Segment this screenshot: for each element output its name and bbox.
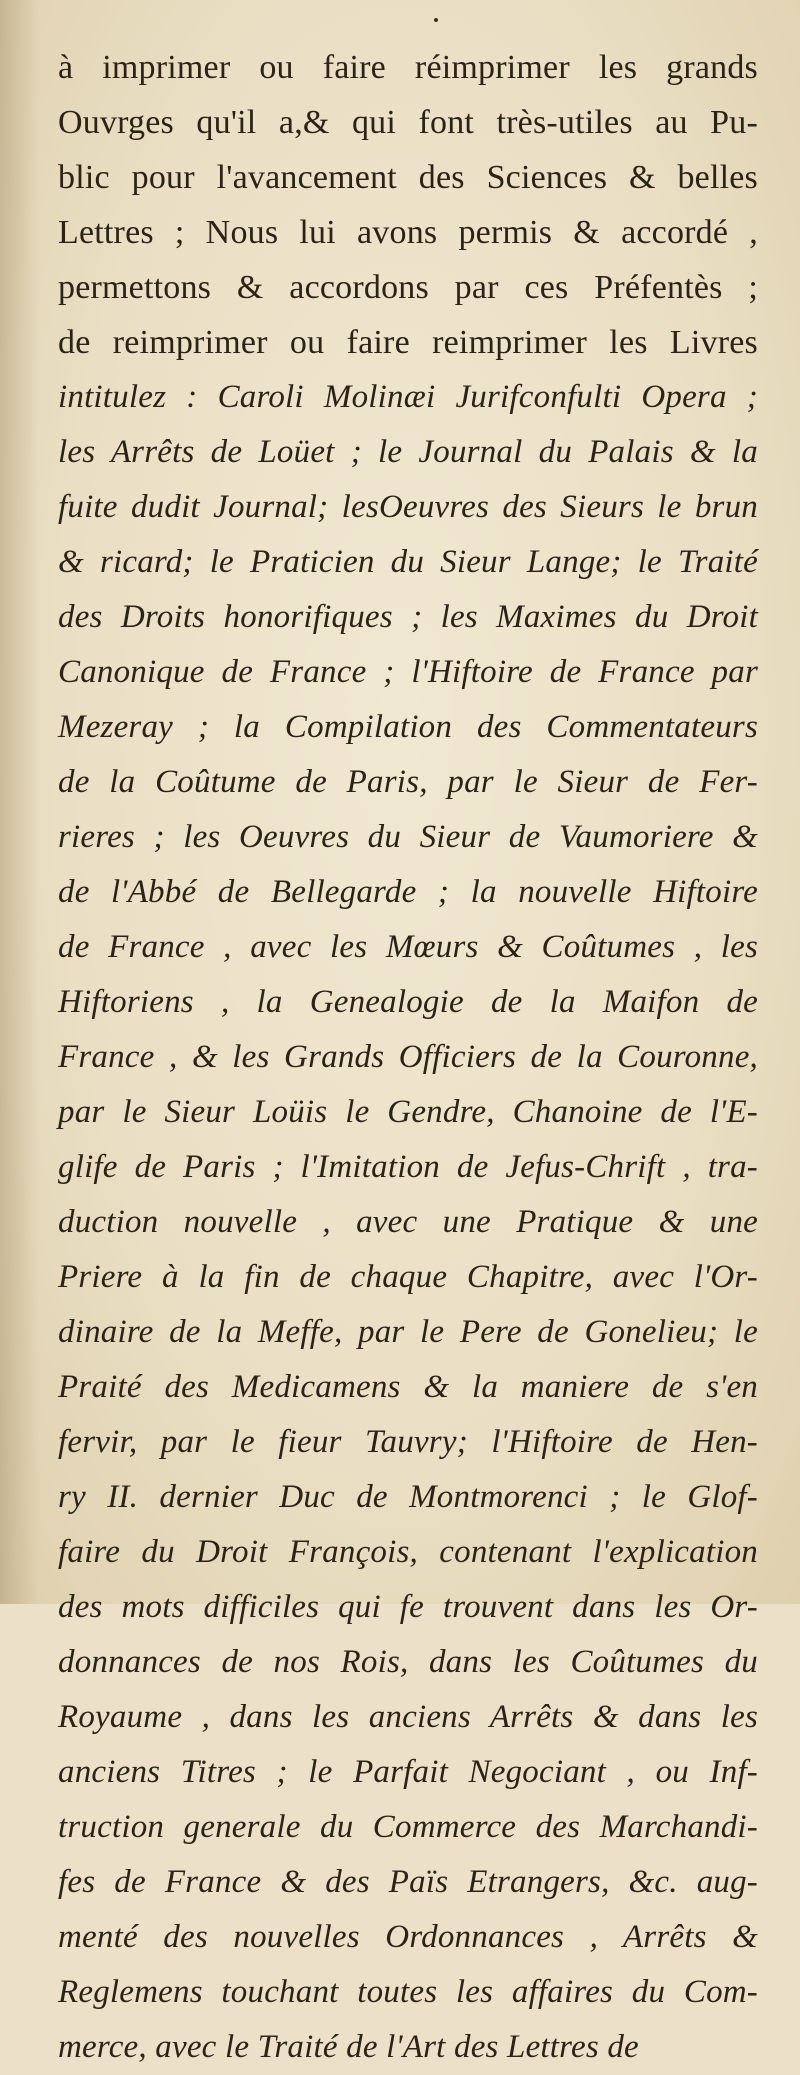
text-line-34: fes de France & des Païs Etrangers, &c. aug- <box>58 1864 758 1900</box>
text-line-33: truction generale du Commerce des Marchandi- <box>58 1809 758 1845</box>
text-line-13: Mezeray ; la Compilation des Commentateurs <box>58 709 758 745</box>
text-line-10: & ricard; le Praticien du Sieur Lange; le Traité <box>58 544 758 580</box>
text-line-16: de l'Abbé de Bellegarde ; la nouvelle Hiftoire <box>58 874 758 910</box>
text-line-23: Priere à la fin de chaque Chapitre, avec l'Or- <box>58 1259 758 1295</box>
text-line-7: intitulez : Caroli Molinæi Jurifconfulti Opera ; <box>58 379 758 415</box>
text-line-18: Hiftoriens , la Genealogie de la Maifon de <box>58 984 758 1020</box>
printer-mark <box>434 18 438 22</box>
text-line-35: menté des nouvelles Ordonnances , Arrêts & <box>58 1919 758 1955</box>
text-line-3: blic pour l'avancement des Sciences & belles <box>58 159 758 196</box>
text-line-29: des mots difficiles qui fe trouvent dans les Or- <box>58 1589 758 1625</box>
text-line-32: anciens Titres ; le Parfait Negociant , ou Inf- <box>58 1754 758 1790</box>
text-line-21: glife de Paris ; l'Imitation de Jefus-Chrift , tra- <box>58 1149 758 1185</box>
text-line-11: des Droits honorifiques ; les Maximes du Droit <box>58 599 758 635</box>
text-line-22: duction nouvelle , avec une Pratique & une <box>58 1204 758 1240</box>
text-line-6: de reimprimer ou faire reimprimer les Livres <box>58 324 758 361</box>
text-line-9: fuite dudit Journal; lesOeuvres des Sieurs le brun <box>58 489 758 525</box>
text-line-24: dinaire de la Meffe, par le Pere de Gonelieu; le <box>58 1314 758 1350</box>
text-line-5: permettons & accordons par ces Préfentès ; <box>58 269 758 306</box>
text-line-14: de la Coûtume de Paris, par le Sieur de Fer- <box>58 764 758 800</box>
text-line-31: Royaume , dans les anciens Arrêts & dans les <box>58 1699 758 1735</box>
text-line-2: Ouvrges qu'il a,& qui font très-utiles au Pu- <box>58 104 758 141</box>
text-line-30: donnances de nos Rois, dans les Coûtumes du <box>58 1644 758 1680</box>
text-line-15: rieres ; les Oeuvres du Sieur de Vaumoriere & <box>58 819 758 855</box>
text-line-37: merce, avec le Traité de l'Art des Lettres de <box>58 2029 639 2065</box>
text-line-28: faire du Droit François, contenant l'explication <box>58 1534 758 1570</box>
text-line-36: Reglemens touchant toutes les affaires du Com- <box>58 1974 758 2010</box>
text-line-26: fervir, par le fieur Tauvry; l'Hiftoire de Hen- <box>58 1424 758 1460</box>
page-gutter-shadow <box>0 0 40 1604</box>
text-line-20: par le Sieur Loüis le Gendre, Chanoine de l'E- <box>58 1094 758 1130</box>
text-line-27: ry II. dernier Duc de Montmorenci ; le Glof- <box>58 1479 758 1515</box>
text-line-25: Praité des Medicamens & la maniere de s'en <box>58 1369 758 1405</box>
text-line-12: Canonique de France ; l'Hiftoire de France par <box>58 654 758 690</box>
text-line-17: de France , avec les Mœurs & Coûtumes , les <box>58 929 758 965</box>
text-line-4: Lettres ; Nous lui avons permis & accordé , <box>58 214 758 251</box>
text-line-19: France , & les Grands Officiers de la Couronne, <box>58 1039 758 1075</box>
body-text <box>58 40 758 2075</box>
text-line-1: à imprimer ou faire réimprimer les grands <box>58 49 758 86</box>
text-line-8: les Arrêts de Loüet ; le Journal du Palais & la <box>58 434 758 470</box>
